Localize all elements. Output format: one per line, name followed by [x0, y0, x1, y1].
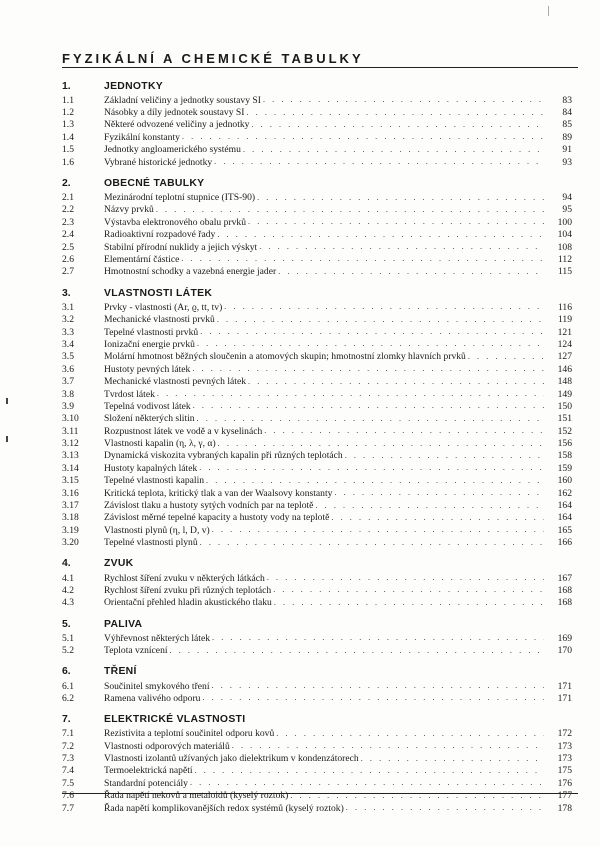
entry-page-number: 177	[557, 790, 572, 802]
entry-title: Výstavba elektronového obalu prvků	[104, 216, 247, 228]
dot-leader	[218, 438, 544, 450]
section-title: JEDNOTKY	[104, 80, 163, 92]
dot-leader	[193, 400, 544, 412]
dot-leader	[259, 241, 544, 253]
toc-section	[0, 175, 600, 278]
toc-entry[interactable]	[0, 351, 600, 363]
dot-leader	[263, 94, 544, 106]
section-heading	[0, 616, 600, 632]
toc-entry[interactable]	[0, 400, 600, 412]
entry-page-number: 95	[562, 204, 572, 216]
entry-number: 3.20	[62, 537, 79, 549]
dot-leader	[199, 462, 544, 474]
dot-leader	[248, 376, 544, 388]
entry-number: 5.1	[62, 632, 74, 644]
page-title: FYZIKÁLNÍ A CHEMICKÉ TABULKY	[62, 51, 364, 66]
entry-page-number: 167	[557, 572, 572, 584]
toc-entry[interactable]	[0, 692, 600, 704]
dot-leader	[315, 500, 544, 512]
entry-page-number: 171	[557, 680, 572, 692]
entry-page-number: 83	[562, 94, 572, 106]
entry-title: Radioaktivní rozpadové řady	[104, 229, 216, 241]
entry-title: Tepelné vlastnosti prvků	[104, 326, 199, 338]
toc-entry[interactable]	[0, 338, 600, 350]
section-heading	[0, 712, 600, 728]
dot-leader	[181, 253, 544, 265]
title-rule	[62, 67, 578, 68]
scan-mark	[548, 6, 549, 16]
toc-entry[interactable]	[0, 241, 600, 253]
entry-title: Základní veličiny a jednotky soustavy SI	[104, 94, 261, 106]
entry-title: Rychlost šíření zvuku v některých látkách	[104, 572, 265, 584]
toc-entry[interactable]	[0, 499, 600, 511]
entry-page-number: 166	[557, 537, 572, 549]
entry-page-number: 127	[557, 351, 572, 363]
dot-leader	[331, 512, 544, 524]
toc-entry[interactable]	[0, 462, 600, 474]
toc-entry[interactable]	[0, 537, 600, 549]
toc-entry[interactable]	[0, 450, 600, 462]
toc-entry[interactable]	[0, 487, 600, 499]
entry-title: Orientační přehled hladin akustického tlaku	[104, 597, 272, 609]
section-number: 3.	[62, 287, 71, 299]
entry-page-number: 84	[562, 107, 572, 119]
entry-title: Řada napětí komplikovanějších redox systémů (kyselý roztok)	[104, 802, 344, 814]
entry-number: 3.2	[62, 314, 74, 326]
entry-number: 3.7	[62, 376, 74, 388]
entry-number: 1.4	[62, 131, 74, 143]
entry-title: Hustoty kapalných látek	[104, 462, 198, 474]
dot-leader	[224, 301, 544, 313]
entry-number: 3.1	[62, 301, 74, 313]
dot-leader	[197, 338, 544, 350]
toc-entry[interactable]	[0, 644, 600, 656]
dot-leader	[232, 740, 544, 752]
entry-number: 2.1	[62, 192, 74, 204]
toc-entry[interactable]	[0, 253, 600, 265]
entry-number: 2.6	[62, 253, 74, 265]
entry-page-number: 104	[557, 229, 572, 241]
entry-title: Prvky - vlastnosti (Ar, ϱ, tt, tv)	[104, 301, 223, 313]
dot-leader	[202, 692, 544, 704]
section-title: PALIVA	[104, 618, 143, 630]
entry-page-number: 149	[557, 388, 572, 400]
toc-entry[interactable]	[0, 131, 600, 143]
entry-page-number: 173	[557, 753, 572, 765]
dot-leader	[200, 326, 544, 338]
entry-page-number: 175	[557, 765, 572, 777]
section-heading	[0, 556, 600, 572]
entry-number: 4.2	[62, 584, 74, 596]
dot-leader	[197, 413, 544, 425]
entry-number: 5.2	[62, 645, 74, 657]
entry-page-number: 164	[557, 500, 572, 512]
entry-number: 3.16	[62, 487, 79, 499]
toc-entry[interactable]	[0, 94, 600, 106]
entry-title: Rozpustnost látek ve vodě a v kyselinách	[104, 425, 263, 437]
toc-entry[interactable]	[0, 313, 600, 325]
entry-number: 6.1	[62, 680, 74, 692]
entry-title: Dynamická viskozita vybraných kapalin při různých teplotách	[104, 450, 343, 462]
section-title: VLASTNOSTI LÁTEK	[104, 287, 213, 299]
entry-title: Vlastnosti odporových materiálů	[104, 740, 230, 752]
entry-page-number: 156	[557, 438, 572, 450]
entry-number: 2.4	[62, 229, 74, 241]
entry-number: 3.17	[62, 500, 79, 512]
toc-entry[interactable]	[0, 437, 600, 449]
entry-page-number: 173	[557, 740, 572, 752]
entry-title: Závislost měrné tepelné kapacity a hustoty vody na teplotě	[104, 512, 330, 524]
dot-leader	[214, 156, 544, 168]
entry-title: Teplota vznícení	[104, 645, 168, 657]
table-of-contents	[0, 78, 600, 821]
entry-title: Vybrané historické jednotky	[104, 156, 213, 168]
entry-number: 4.1	[62, 572, 74, 584]
entry-page-number: 150	[557, 400, 572, 412]
entry-page-number: 116	[557, 301, 572, 313]
entry-title: Závislost tlaku a hustoty sytých vodních par na teplotě	[104, 500, 314, 512]
entry-number: 3.8	[62, 388, 74, 400]
section-heading	[0, 664, 600, 680]
entry-page-number: 91	[562, 144, 572, 156]
toc-entry[interactable]	[0, 301, 600, 313]
entry-number: 3.6	[62, 363, 74, 375]
entry-title: Vlastnosti plynů (η, l, D, v)	[104, 524, 210, 536]
entry-title: Vlastnosti kapalin (η, λ, γ, α)	[104, 438, 216, 450]
entry-number: 3.12	[62, 438, 79, 450]
toc-entry[interactable]	[0, 632, 600, 644]
entry-number: 2.2	[62, 204, 74, 216]
toc-entry[interactable]	[0, 680, 600, 692]
section-heading	[0, 285, 600, 301]
entry-page-number: 146	[557, 363, 572, 375]
entry-number: 2.7	[62, 266, 74, 278]
toc-entry[interactable]	[0, 363, 600, 375]
dot-leader	[182, 131, 544, 143]
toc-entry[interactable]	[0, 119, 600, 131]
entry-title: Násobky a díly jednotek soustavy SI	[104, 107, 245, 119]
entry-number: 4.3	[62, 597, 74, 609]
toc-entry[interactable]	[0, 326, 600, 338]
entry-page-number: 152	[557, 425, 572, 437]
toc-section	[0, 285, 600, 549]
entry-page-number: 121	[557, 326, 572, 338]
entry-title: Tepelná vodivost látek	[104, 400, 191, 412]
dot-leader	[212, 524, 544, 536]
dot-leader	[274, 597, 544, 609]
entry-page-number: 89	[562, 131, 572, 143]
toc-section	[0, 712, 600, 815]
entry-number: 7.4	[62, 765, 74, 777]
section-number: 7.	[62, 714, 71, 726]
entry-title: Některé odvozené veličiny a jednotky	[104, 119, 250, 131]
entry-number: 7.5	[62, 777, 74, 789]
entry-number: 1.2	[62, 107, 74, 119]
entry-number: 2.3	[62, 216, 74, 228]
toc-entry[interactable]	[0, 266, 600, 278]
entry-number: 3.13	[62, 450, 79, 462]
entry-number: 7.6	[62, 790, 74, 802]
dot-leader	[192, 363, 544, 375]
toc-entry[interactable]	[0, 229, 600, 241]
entry-page-number: 164	[557, 512, 572, 524]
section-number: 5.	[62, 618, 71, 630]
entry-number: 7.7	[62, 802, 74, 814]
toc-entry[interactable]	[0, 728, 600, 740]
entry-title: Rezistivita a teplotní součinitel odporu kovů	[104, 728, 275, 740]
entry-page-number: 178	[557, 802, 572, 814]
entry-number: 7.3	[62, 753, 74, 765]
toc-entry[interactable]	[0, 584, 600, 596]
dot-leader	[190, 777, 544, 789]
dot-leader	[468, 351, 544, 363]
entry-title: Kritická teplota, kritický tlak a van der Waalsovy konstanty	[104, 487, 333, 499]
toc-entry[interactable]	[0, 790, 600, 802]
entry-title: Mechanické vlastnosti prvků	[104, 314, 215, 326]
entry-title: Ionizační energie prvků	[104, 338, 195, 350]
entry-title: Rychlost šíření zvuku při různých teplotách	[104, 584, 272, 596]
dot-leader	[251, 119, 544, 131]
toc-entry[interactable]	[0, 597, 600, 609]
toc-entry[interactable]	[0, 740, 600, 752]
dot-leader	[273, 584, 544, 596]
toc-entry[interactable]	[0, 752, 600, 764]
toc-entry[interactable]	[0, 388, 600, 400]
dot-leader	[217, 314, 544, 326]
entry-page-number: 169	[557, 632, 572, 644]
section-number: 6.	[62, 666, 71, 678]
section-heading	[0, 78, 600, 94]
toc-section	[0, 616, 600, 657]
toc-section	[0, 664, 600, 705]
dot-leader	[346, 802, 544, 814]
dot-leader	[243, 144, 544, 156]
dot-leader	[248, 216, 544, 228]
entry-number: 2.5	[62, 241, 74, 253]
entry-number: 3.9	[62, 400, 74, 412]
dot-leader	[206, 475, 544, 487]
dot-leader	[361, 753, 544, 765]
entry-title: Standardní potenciály	[104, 777, 188, 789]
entry-number: 3.18	[62, 512, 79, 524]
toc-section	[0, 556, 600, 609]
entry-title: Vlastnosti izolantů užívaných jako dielektrikum v kondenzátorech	[104, 753, 359, 765]
toc-entry[interactable]	[0, 144, 600, 156]
entry-page-number: 162	[557, 487, 572, 499]
dot-leader	[278, 266, 544, 278]
entry-title: Stabilní přírodní nuklidy a jejich výskyt	[104, 241, 258, 253]
entry-number: 6.2	[62, 692, 74, 704]
entry-number: 1.1	[62, 94, 74, 106]
dot-leader	[170, 645, 544, 657]
dot-leader	[267, 572, 544, 584]
entry-page-number: 93	[562, 156, 572, 168]
entry-page-number: 159	[557, 462, 572, 474]
entry-page-number: 148	[557, 376, 572, 388]
entry-title: Mezinárodní teplotní stupnice (ITS-90)	[104, 192, 256, 204]
entry-page-number: 119	[557, 314, 572, 326]
entry-number: 3.15	[62, 475, 79, 487]
dot-leader	[156, 204, 544, 216]
bottom-rule	[62, 793, 578, 794]
dot-leader	[290, 790, 544, 802]
toc-entry[interactable]	[0, 765, 600, 777]
toc-entry[interactable]	[0, 156, 600, 168]
dot-leader	[195, 765, 544, 777]
section-title: ZVUK	[104, 558, 134, 570]
dot-leader	[157, 388, 544, 400]
toc-entry[interactable]	[0, 572, 600, 584]
entry-page-number: 168	[557, 597, 572, 609]
entry-page-number: 112	[557, 253, 572, 265]
entry-page-number: 100	[557, 216, 572, 228]
entry-number: 3.14	[62, 462, 79, 474]
toc-entry[interactable]	[0, 524, 600, 536]
entry-number: 1.5	[62, 144, 74, 156]
dot-leader	[257, 192, 544, 204]
entry-title: Názvy prvků	[104, 204, 154, 216]
entry-title: Termoelektrická napětí	[104, 765, 193, 777]
entry-title: Molární hmotnost běžných sloučenin a atomových skupin; hmotnostní zlomky hlavních prvků	[104, 351, 466, 363]
entry-page-number: 160	[557, 475, 572, 487]
entry-title: Tvrdost látek	[104, 388, 155, 400]
entry-number: 3.10	[62, 413, 79, 425]
entry-title: Složení některých slitin	[104, 413, 195, 425]
entry-title: Řada napětí nekovů a metaloidů (kyselý roztok)	[104, 790, 289, 802]
entry-number: 3.5	[62, 351, 74, 363]
section-title: OBECNÉ TABULKY	[104, 177, 205, 189]
entry-title: Hmotnostní schodky a vazebná energie jader	[104, 266, 277, 278]
entry-title: Elementární částice	[104, 253, 180, 265]
section-number: 4.	[62, 558, 71, 570]
toc-entry[interactable]	[0, 375, 600, 387]
entry-title: Tepelné vlastnosti plynů	[104, 537, 198, 549]
entry-page-number: 151	[557, 413, 572, 425]
entry-number: 7.1	[62, 728, 74, 740]
entry-title: Tepelné vlastnosti kapalin	[104, 475, 205, 487]
entry-page-number: 168	[557, 584, 572, 596]
entry-page-number: 170	[557, 645, 572, 657]
entry-page-number: 108	[557, 241, 572, 253]
toc-entry[interactable]	[0, 413, 600, 425]
entry-title: Jednotky angloamerického systému	[104, 144, 241, 156]
toc-entry[interactable]	[0, 216, 600, 228]
toc-entry[interactable]	[0, 475, 600, 487]
entry-title: Fyzikální konstanty	[104, 131, 180, 143]
entry-page-number: 85	[562, 119, 572, 131]
entry-page-number: 165	[557, 524, 572, 536]
entry-number: 3.4	[62, 338, 74, 350]
dot-leader	[276, 728, 544, 740]
entry-number: 1.3	[62, 119, 74, 131]
dot-leader	[217, 229, 544, 241]
entry-number: 1.6	[62, 156, 74, 168]
section-title: TŘENÍ	[104, 666, 137, 678]
dot-leader	[345, 450, 544, 462]
dot-leader	[334, 487, 544, 499]
entry-page-number: 94	[562, 192, 572, 204]
dot-leader	[212, 632, 544, 644]
section-heading	[0, 175, 600, 191]
entry-number: 3.19	[62, 524, 79, 536]
section-number: 1.	[62, 80, 71, 92]
toc-entry[interactable]	[0, 425, 600, 437]
entry-title: Součinitel smykového tření	[104, 680, 210, 692]
entry-number: 3.11	[62, 425, 79, 437]
dot-leader	[264, 425, 544, 437]
section-number: 2.	[62, 177, 71, 189]
entry-title: Hustoty pevných látek	[104, 363, 191, 375]
entry-number: 3.3	[62, 326, 74, 338]
entry-title: Mechanické vlastnosti pevných látek	[104, 376, 246, 388]
entry-title: Výhřevnost některých látek	[104, 632, 211, 644]
entry-title: Ramena valivého odporu	[104, 692, 201, 704]
toc-entry[interactable]	[0, 106, 600, 118]
entry-page-number: 171	[557, 692, 572, 704]
entry-page-number: 115	[557, 266, 572, 278]
toc-entry[interactable]	[0, 191, 600, 203]
entry-number: 7.2	[62, 740, 74, 752]
entry-page-number: 172	[557, 728, 572, 740]
toc-entry[interactable]	[0, 802, 600, 814]
toc-entry[interactable]	[0, 777, 600, 789]
dot-leader	[200, 537, 544, 549]
entry-page-number: 176	[557, 777, 572, 789]
section-title: ELEKTRICKÉ VLASTNOSTI	[104, 714, 246, 726]
entry-page-number: 158	[557, 450, 572, 462]
dot-leader	[212, 680, 544, 692]
toc-entry[interactable]	[0, 204, 600, 216]
toc-entry[interactable]	[0, 512, 600, 524]
toc-section	[0, 78, 600, 168]
dot-leader	[246, 107, 544, 119]
entry-page-number: 124	[557, 338, 572, 350]
